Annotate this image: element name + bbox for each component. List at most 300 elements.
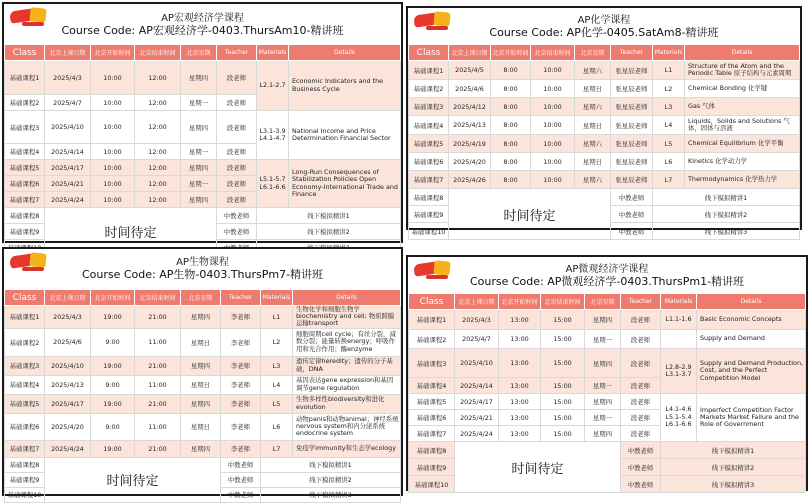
details-cell: Imperfect Competition Factor Markets Market Failure and the Role of Government <box>697 394 806 442</box>
table-row <box>5 440 401 457</box>
table-cell: 星期六 <box>575 61 611 80</box>
table-cell: 10:00 <box>531 153 575 171</box>
details-cell: National Income and Price Determination Financial Sector <box>289 111 401 160</box>
table-cell: 星期四 <box>585 349 621 378</box>
table-cell: 15:00 <box>541 378 585 394</box>
table-cell: 基础课程8 <box>409 442 455 459</box>
table-cell: 基础课程2 <box>409 330 455 349</box>
table-cell: 基础课程3 <box>5 111 45 144</box>
time-tbd-label: 时间待定 <box>449 189 611 240</box>
table-row <box>5 394 401 413</box>
table-cell: 10:00 <box>91 111 135 144</box>
table-cell: 星期六 <box>575 135 611 153</box>
table-cell: 8:00 <box>491 116 531 135</box>
table-cell: 12:00 <box>135 192 181 208</box>
table-cell: 线下模拟精讲3 <box>261 487 401 502</box>
table-cell: 中教老师 <box>611 189 653 206</box>
table-cell: 段老师 <box>621 330 661 349</box>
table-cell: 基础课程9 <box>5 224 45 240</box>
schedule-table <box>408 44 800 240</box>
schedule-table <box>4 289 401 503</box>
table-cell: 星期四 <box>181 394 221 413</box>
table-row <box>5 413 401 440</box>
table-cell: 10:00 <box>91 192 135 208</box>
table-cell: 2025/4/21 <box>455 410 499 426</box>
table-row <box>409 310 806 330</box>
table-cell: 8:00 <box>491 98 531 116</box>
materials-cell: L2.8-2.9 L3.1-3.7 <box>661 349 697 394</box>
header-class: Class <box>5 45 45 61</box>
table-cell: 线下模拟精讲2 <box>261 472 401 487</box>
course-title: AP宏观经济学课程 <box>161 13 244 24</box>
table-cell: 段老师 <box>217 144 257 160</box>
table-cell: 基础课程2 <box>5 95 45 111</box>
table-cell: 张星辰老师 <box>611 116 653 135</box>
table-cell: 段老师 <box>217 61 257 95</box>
table-cell: 21:00 <box>135 394 181 413</box>
table-cell: 2025/4/12 <box>449 98 491 116</box>
table-cell: 李老师 <box>221 440 261 457</box>
table-cell: 19:00 <box>91 440 135 457</box>
table-cell: 15:00 <box>541 394 585 410</box>
table-cell: 免疫学immunity和生态学ecology <box>293 440 401 457</box>
table-header-row: Class 北京上课日期 北京开始时间 北京结束时间 北京星期 Teacher Materials Details <box>409 294 806 310</box>
table-cell: 基础课程1 <box>409 310 455 330</box>
table-cell: 张星辰老师 <box>611 61 653 80</box>
table-cell: 中教老师 <box>221 457 261 472</box>
table-row <box>409 80 800 98</box>
table-cell: 2025/4/14 <box>45 144 91 160</box>
table-cell: 2025/4/17 <box>455 394 499 410</box>
table-cell: 基础课程5 <box>409 394 455 410</box>
table-cell: 星期四 <box>181 160 217 176</box>
header-weekday: 北京星期 <box>181 45 217 61</box>
table-cell: 李老师 <box>221 356 261 375</box>
mock-row <box>5 208 401 224</box>
table-cell: 8:00 <box>491 135 531 153</box>
table-header-row: Class 北京上课日期 北京开始时间 北京结束时间 北京星期 Teacher Materials Details <box>409 45 800 61</box>
table-cell: 基因表达gene expression和基因调节gene regulation <box>293 375 401 394</box>
table-cell: L2 <box>261 328 293 356</box>
table-cell: 10:00 <box>531 116 575 135</box>
table-cell: 13:00 <box>499 330 541 349</box>
table-cell: 基础课程1 <box>5 61 45 95</box>
table-cell: 基础课程2 <box>409 80 449 98</box>
table-cell: 段老师 <box>217 176 257 192</box>
biology-schedule-panel <box>2 247 403 500</box>
table-cell: Chemical Bonding 化学键 <box>685 80 800 98</box>
table-cell: 星期日 <box>575 116 611 135</box>
table-cell: 基础课程7 <box>409 426 455 442</box>
table-cell: 8:00 <box>491 61 531 80</box>
table-row <box>5 375 401 394</box>
table-cell: 段老师 <box>621 426 661 442</box>
table-cell: 动物panis和动物animal；神经系统nervous system和内分泌系统endocrine system <box>293 413 401 440</box>
table-cell: 基础课程10 <box>409 476 455 493</box>
table-cell: 基础课程10 <box>5 487 45 502</box>
table-cell: 基础课程2 <box>5 328 45 356</box>
table-cell: 19:00 <box>91 356 135 375</box>
table-cell: 19:00 <box>91 394 135 413</box>
materials-cell <box>661 330 697 349</box>
table-cell: L6 <box>261 413 293 440</box>
table-cell: 10:00 <box>531 61 575 80</box>
table-header-row <box>5 45 401 61</box>
table-cell: 基础课程6 <box>5 176 45 192</box>
table-cell: 2025/4/20 <box>449 153 491 171</box>
header-start: 北京开始时间 <box>91 45 135 61</box>
mock-row <box>409 442 806 459</box>
table-row <box>5 306 401 329</box>
table-cell: 2025/4/19 <box>449 135 491 153</box>
schedule-table <box>4 44 401 256</box>
table-cell: 李老师 <box>221 413 261 440</box>
chemistry-schedule-panel <box>406 6 802 236</box>
table-cell: 李老师 <box>221 328 261 356</box>
materials-cell: L5.1-5.7 L6.1-6.6 <box>257 160 289 208</box>
table-cell: 中教老师 <box>217 208 257 224</box>
table-cell: 星期一 <box>181 144 217 160</box>
brand-logo <box>10 251 54 275</box>
table-cell: 10:00 <box>91 176 135 192</box>
table-cell: 星期日 <box>575 153 611 171</box>
details-cell: Supply and Demand <box>697 330 806 349</box>
table-cell: 12:00 <box>135 160 181 176</box>
table-cell: 13:00 <box>499 394 541 410</box>
table-cell: 2025/4/3 <box>45 306 91 329</box>
table-cell: 15:00 <box>541 330 585 349</box>
table-cell: 细胞周期cell cycle；有丝分裂，减数分裂；能量转换energy；呼吸作用和光合作用；酶enzyme <box>293 328 401 356</box>
table-row <box>409 394 806 410</box>
table-cell: 基础课程1 <box>5 306 45 329</box>
table-cell: 段老师 <box>217 160 257 176</box>
table-cell: 2025/4/13 <box>45 375 91 394</box>
table-cell: 段老师 <box>621 410 661 426</box>
table-cell: 星期六 <box>575 98 611 116</box>
brand-logo <box>414 259 458 283</box>
table-cell: 12:00 <box>135 176 181 192</box>
table-cell: 13:00 <box>499 310 541 330</box>
table-cell: 线下模拟精讲2 <box>661 459 806 476</box>
table-cell: 基础课程6 <box>409 153 449 171</box>
table-cell: 星期一 <box>181 176 217 192</box>
table-cell: 12:00 <box>135 61 181 95</box>
table-cell: 8:00 <box>491 80 531 98</box>
table-cell: 10:00 <box>91 160 135 176</box>
header-date: 北京上课日期 <box>45 45 91 61</box>
table-cell: 中教老师 <box>221 472 261 487</box>
table-cell: L1 <box>653 61 685 80</box>
table-cell: 段老师 <box>621 394 661 410</box>
table-cell: 线下模拟精讲3 <box>661 476 806 493</box>
table-cell: 2025/4/24 <box>455 426 499 442</box>
table-cell: L5 <box>261 394 293 413</box>
table-cell: 2025/4/6 <box>449 80 491 98</box>
table-row <box>5 61 401 95</box>
table-cell: 段老师 <box>621 349 661 378</box>
table-cell: 星期日 <box>181 413 221 440</box>
table-cell: 基础课程4 <box>5 375 45 394</box>
table-cell: 15:00 <box>541 426 585 442</box>
table-cell: 2025/4/5 <box>449 61 491 80</box>
table-cell: 星期四 <box>181 306 221 329</box>
table-cell: 2025/4/10 <box>455 349 499 378</box>
table-cell: 星期四 <box>585 394 621 410</box>
table-cell: 线下模拟精讲1 <box>661 442 806 459</box>
table-cell: 线下模拟精讲2 <box>257 224 401 240</box>
course-title: AP化学课程 <box>577 15 631 26</box>
table-cell: 19:00 <box>91 306 135 329</box>
details-cell: Long-Run Consequences of Stabilization Policies Open Economy-International Trade and Finance <box>289 160 401 208</box>
table-cell: 基础课程8 <box>5 457 45 472</box>
table-row <box>5 160 401 176</box>
table-cell: 星期一 <box>585 410 621 426</box>
table-cell: 基础课程9 <box>409 206 449 223</box>
table-cell: 基础课程3 <box>5 356 45 375</box>
table-cell: 星期四 <box>585 310 621 330</box>
table-cell: 段老师 <box>217 111 257 144</box>
table-cell: 基础课程3 <box>409 349 455 378</box>
table-cell: 星期四 <box>181 440 221 457</box>
table-cell: 基础课程5 <box>409 135 449 153</box>
table-cell: 基础课程6 <box>409 410 455 426</box>
table-cell: 星期一 <box>181 95 217 111</box>
table-cell: 基础课程4 <box>5 144 45 160</box>
table-cell: 2025/4/3 <box>45 61 91 95</box>
table-cell: L3 <box>653 98 685 116</box>
table-cell: 9:00 <box>91 413 135 440</box>
table-row <box>409 61 800 80</box>
table-cell: 15:00 <box>541 410 585 426</box>
table-row <box>5 328 401 356</box>
table-cell: 星期日 <box>575 80 611 98</box>
table-cell: 基础课程7 <box>409 171 449 189</box>
table-cell: 10:00 <box>531 135 575 153</box>
table-cell: 10:00 <box>531 80 575 98</box>
course-code: Course Code: AP生物-0403.ThursPm7-精讲班 <box>81 267 324 281</box>
table-cell: 基础课程5 <box>5 394 45 413</box>
table-row <box>409 135 800 153</box>
table-cell: 12:00 <box>135 144 181 160</box>
table-cell: Chemical Equilibrium 化学平衡 <box>685 135 800 153</box>
details-cell: Economic Indicators and the Business Cycle <box>289 61 401 111</box>
table-cell: 线下模拟精讲1 <box>261 457 401 472</box>
time-tbd-label: 时间待定 <box>45 208 217 256</box>
table-cell: L5 <box>653 135 685 153</box>
table-row <box>409 171 800 189</box>
table-cell: 生物化学和细胞生物学biochemistry and cell; 物质跨膜运输transport <box>293 306 401 329</box>
materials-cell: L2.1-2.7 <box>257 61 289 111</box>
table-cell: 21:00 <box>135 306 181 329</box>
table-cell: 11:00 <box>135 375 181 394</box>
table-cell: 9:00 <box>91 328 135 356</box>
table-cell: 张星辰老师 <box>611 135 653 153</box>
table-cell: Structure of the Atom and the Periodic Table 原子结构与元素周期 <box>685 61 800 80</box>
table-cell: 段老师 <box>621 310 661 330</box>
table-cell: 张星辰老师 <box>611 171 653 189</box>
table-cell: 2025/4/20 <box>45 413 91 440</box>
table-cell: 线下模拟精讲1 <box>653 189 800 206</box>
table-cell: 基础课程5 <box>5 160 45 176</box>
table-cell: 线下模拟精讲1 <box>257 208 401 224</box>
table-cell: L2 <box>653 80 685 98</box>
table-cell: 中教老师 <box>217 224 257 240</box>
table-cell: L4 <box>261 375 293 394</box>
header-details: Details <box>289 45 401 61</box>
table-cell: 基础课程7 <box>5 192 45 208</box>
table-cell: 线下模拟精讲3 <box>653 223 800 240</box>
table-cell: 2025/4/13 <box>449 116 491 135</box>
table-cell: 9:00 <box>91 375 135 394</box>
table-cell: 张星辰老师 <box>611 80 653 98</box>
table-cell: Gas 气体 <box>685 98 800 116</box>
table-cell: 星期四 <box>585 426 621 442</box>
table-cell: Kinetics 化学动力学 <box>685 153 800 171</box>
table-cell: L7 <box>261 440 293 457</box>
table-cell: 基础课程10 <box>409 223 449 240</box>
table-cell: 13:00 <box>499 349 541 378</box>
table-cell: 中教老师 <box>611 206 653 223</box>
table-cell: 基础课程4 <box>409 116 449 135</box>
table-cell: 张星辰老师 <box>611 153 653 171</box>
table-cell: 2025/4/6 <box>45 328 91 356</box>
table-cell: L3 <box>261 356 293 375</box>
table-cell: 2025/4/10 <box>45 111 91 144</box>
table-cell: 基础课程8 <box>409 189 449 206</box>
course-code: Course Code: AP微观经济学-0403.ThursPm1-精讲班 <box>469 274 745 288</box>
table-cell: 2025/4/7 <box>455 330 499 349</box>
table-cell: 13:00 <box>499 410 541 426</box>
table-cell: 星期四 <box>181 111 217 144</box>
details-cell: Basic Economic Concepts <box>697 310 806 330</box>
table-cell: 13:00 <box>499 426 541 442</box>
table-cell: 线下模拟精讲2 <box>653 206 800 223</box>
table-cell: 李老师 <box>221 375 261 394</box>
table-row <box>5 356 401 375</box>
table-row <box>409 153 800 171</box>
table-cell: 2025/4/3 <box>455 310 499 330</box>
table-cell: 基础课程9 <box>5 472 45 487</box>
table-cell: 中教老师 <box>621 476 661 493</box>
table-cell: 星期六 <box>575 171 611 189</box>
brand-logo <box>10 6 54 30</box>
table-cell: 2025/4/14 <box>455 378 499 394</box>
table-cell: 15:00 <box>541 310 585 330</box>
table-cell: 2025/4/17 <box>45 394 91 413</box>
table-cell: 星期四 <box>181 192 217 208</box>
table-cell: 2025/4/21 <box>45 176 91 192</box>
table-cell: 10:00 <box>91 61 135 95</box>
mock-row <box>409 189 800 206</box>
schedule-table <box>408 293 806 493</box>
table-cell: 李老师 <box>221 306 261 329</box>
course-title: AP微观经济学课程 <box>565 264 649 275</box>
table-cell: 21:00 <box>135 440 181 457</box>
table-cell: 2025/4/24 <box>45 440 91 457</box>
table-cell: 中教老师 <box>221 487 261 502</box>
table-row <box>409 349 806 378</box>
header-end: 北京结束时间 <box>135 45 181 61</box>
table-cell: 8:00 <box>491 171 531 189</box>
table-cell: 13:00 <box>499 378 541 394</box>
table-row <box>409 330 806 349</box>
macroeconomics-schedule-panel <box>2 2 403 243</box>
table-cell: 8:00 <box>491 153 531 171</box>
table-header-row: Class 北京上课日期 北京开始时间 北京结束时间 北京星期 Teacher Materials Details <box>5 290 401 306</box>
details-cell: Supply and Demand Production, Cost, and the Perfect Competition Model <box>697 349 806 394</box>
table-cell: 段老师 <box>621 378 661 394</box>
header-teacher: Teacher <box>217 45 257 61</box>
brand-logo <box>414 10 458 34</box>
time-tbd-label: 时间待定 <box>455 442 621 493</box>
table-cell: 2025/4/24 <box>45 192 91 208</box>
microeconomics-schedule-panel <box>406 255 808 491</box>
table-cell: 张星辰老师 <box>611 98 653 116</box>
table-cell: 10:00 <box>91 95 135 111</box>
table-cell: 星期一 <box>585 378 621 394</box>
materials-cell: L1.1-1.6 <box>661 310 697 330</box>
table-cell: 星期四 <box>181 356 221 375</box>
table-cell: 中教老师 <box>621 459 661 476</box>
table-cell: L6 <box>653 153 685 171</box>
mock-row <box>5 457 401 472</box>
table-cell: 2025/4/17 <box>45 160 91 176</box>
table-cell: 生物多样性biodiversity和进化evolution <box>293 394 401 413</box>
table-cell: 李老师 <box>221 394 261 413</box>
table-cell: 2025/4/10 <box>45 356 91 375</box>
table-cell: 21:00 <box>135 356 181 375</box>
table-cell: Thermodynamics 化学热力学 <box>685 171 800 189</box>
table-cell: 基础课程7 <box>5 440 45 457</box>
table-cell: 遗传定律heredity；遗传的分子基础，DNA <box>293 356 401 375</box>
table-cell: 10:00 <box>531 171 575 189</box>
table-cell: 中教老师 <box>611 223 653 240</box>
materials-cell: L4.1-4.6 L5.1-5.4 L6.1-6.6 <box>661 394 697 442</box>
table-cell: 11:00 <box>135 413 181 440</box>
table-cell: 12:00 <box>135 95 181 111</box>
table-cell: 10:00 <box>531 98 575 116</box>
table-cell: 基础课程4 <box>409 378 455 394</box>
course-title: AP生物课程 <box>176 257 229 268</box>
table-cell: 12:00 <box>135 111 181 144</box>
materials-cell: L3.1-3.9 L4.1-4.7 <box>257 111 289 160</box>
table-cell: 基础课程9 <box>409 459 455 476</box>
table-cell: 中教老师 <box>621 442 661 459</box>
table-cell: L7 <box>653 171 685 189</box>
header-materials: Materials <box>257 45 289 61</box>
table-cell: 段老师 <box>217 95 257 111</box>
course-code: Course Code: AP宏观经济学-0403.ThursAm10-精讲班 <box>61 23 344 37</box>
table-cell: L1 <box>261 306 293 329</box>
table-cell: 基础课程1 <box>409 61 449 80</box>
table-row <box>409 116 800 135</box>
table-cell: 2025/4/26 <box>449 171 491 189</box>
table-cell: 15:00 <box>541 349 585 378</box>
table-cell: 星期一 <box>585 330 621 349</box>
table-cell: 段老师 <box>217 192 257 208</box>
table-cell: 基础课程6 <box>5 413 45 440</box>
course-code: Course Code: AP化学-0405.SatAm8-精讲班 <box>489 25 719 39</box>
table-cell: 11:00 <box>135 328 181 356</box>
table-cell: 2025/4/7 <box>45 95 91 111</box>
table-cell: 星期四 <box>181 61 217 95</box>
table-cell: Liquids，Solids and Solutions 气体，固体与溶液 <box>685 116 800 135</box>
time-tbd-label: 时间待定 <box>45 457 221 502</box>
table-cell: 10:00 <box>91 144 135 160</box>
table-row <box>409 98 800 116</box>
table-cell: 基础课程8 <box>5 208 45 224</box>
table-row <box>5 111 401 144</box>
